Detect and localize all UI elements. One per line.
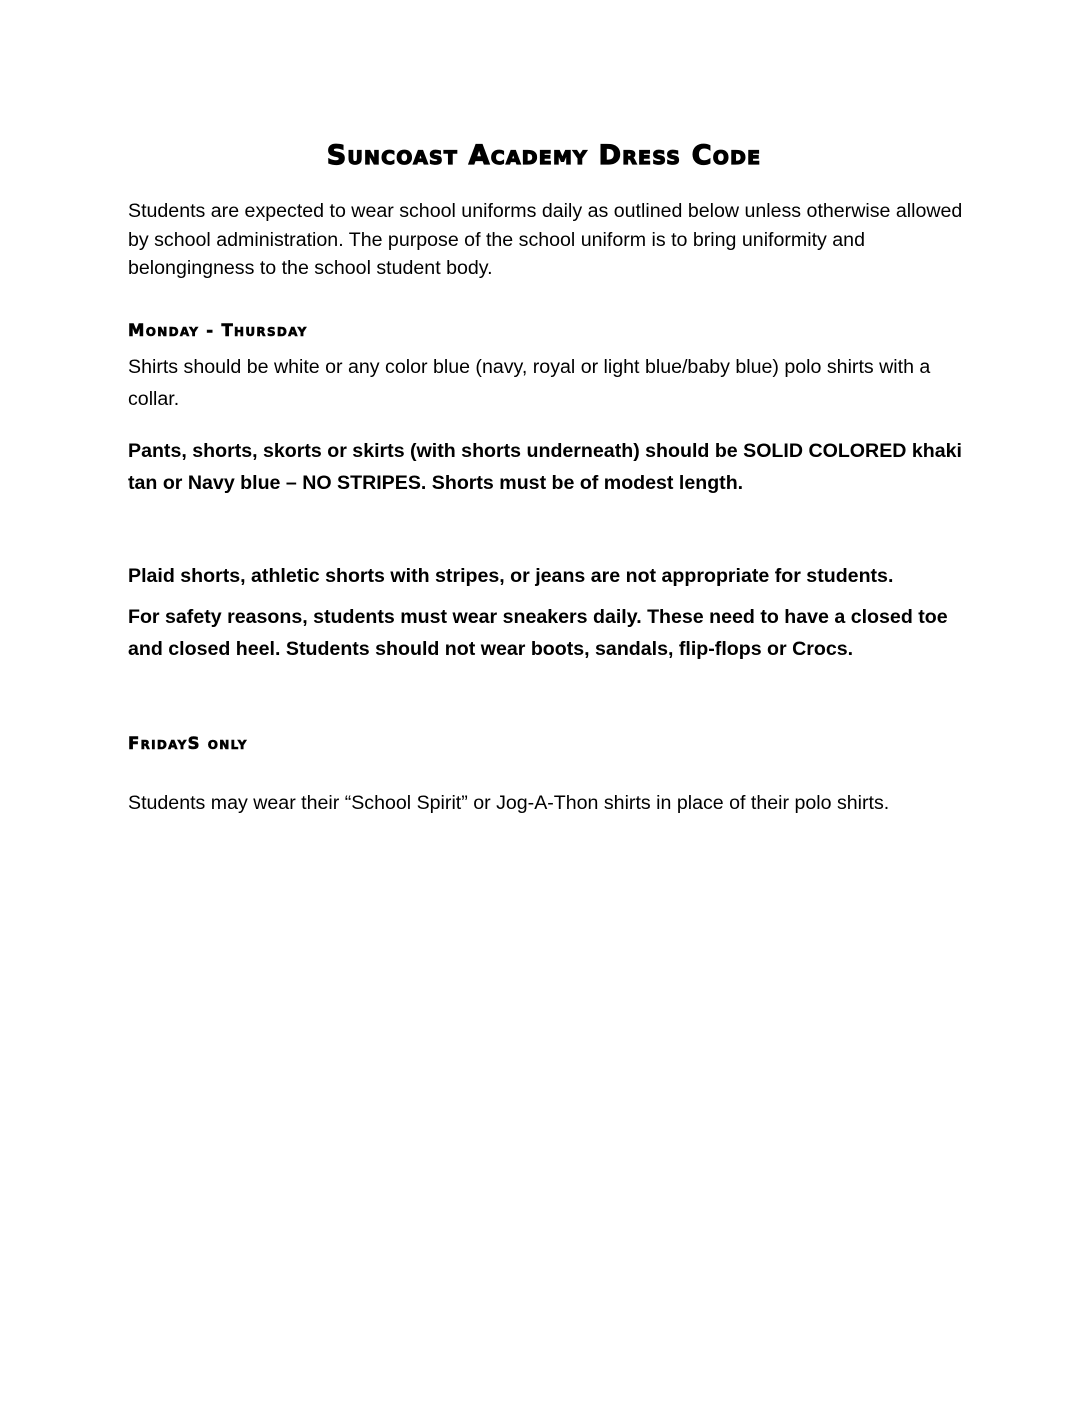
pants-paragraph: Pants, shorts, skorts or skirts (with shorts underneath) should be SOLID COLORED khaki tan or Navy blue – NO STRIPES. Shorts must be of modest length.: [128, 440, 962, 494]
intro-paragraph: Students are expected to wear school uniforms daily as outlined below unless otherwise allowed by school administration. The purpose of the school uniform is to bring uniformity and belongingness to the school student body.: [128, 200, 963, 279]
document-title: Suncoast Academy Dress Code: [326, 140, 762, 171]
section-heading-monday-thursday: Monday - Thursday: [128, 321, 308, 340]
friday-paragraph: Students may wear their “School Spirit” or Jog-A-Thon shirts in place of their polo shirts.: [128, 792, 890, 814]
shirts-paragraph: Shirts should be white or any color blue (navy, royal or light blue/baby blue) polo shirts with a collar.: [128, 356, 931, 410]
footwear-paragraph: For safety reasons, students must wear sneakers daily. These need to have a closed toe and closed heel. Students should not wear boots, sandals, flip-flops or Crocs.: [128, 606, 948, 660]
section-heading-fridays-only: FridayS only: [128, 734, 248, 753]
plaid-paragraph: Plaid shorts, athletic shorts with stripes, or jeans are not appropriate for students.: [128, 565, 894, 587]
